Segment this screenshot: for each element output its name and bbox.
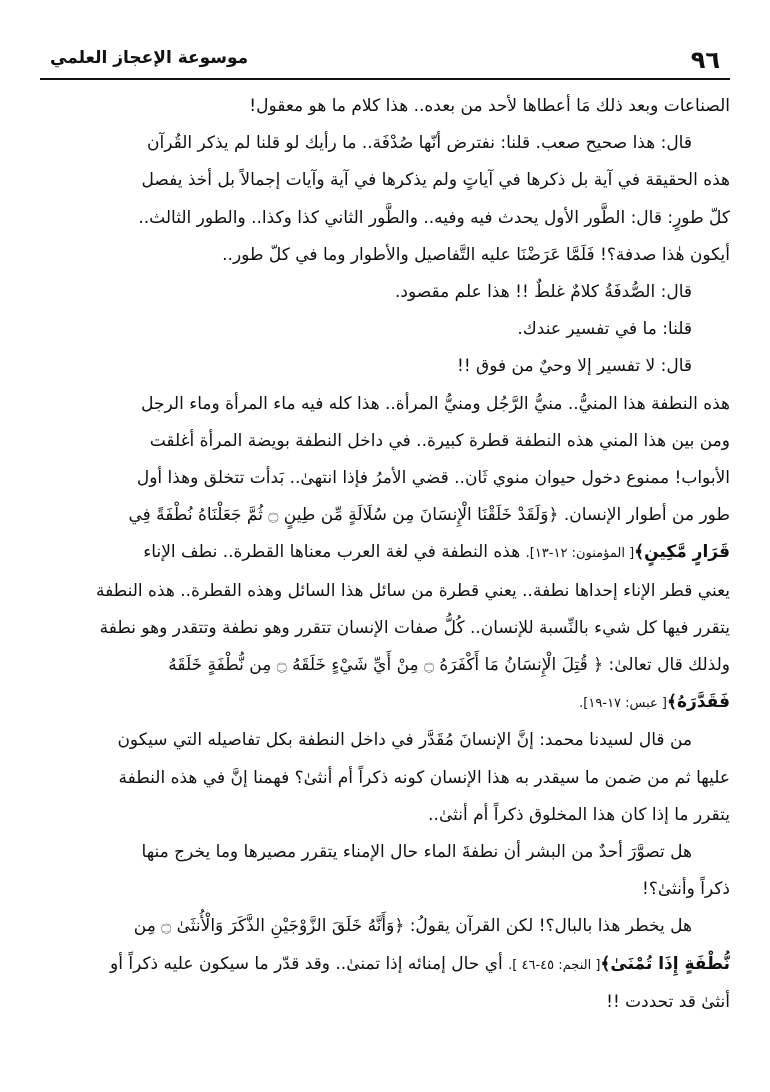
text-line: قلنا: ما في تفسير عندك. bbox=[517, 319, 692, 340]
quran-verse: قَرَارٍ مَّكِينٍ﴾ bbox=[634, 542, 730, 563]
text-line: نُّطْفَةٍ إِذَا تُمْنَىٰ﴾[ النجم: ٤٥-٤٦ ]. أي حال إمنائه إذا تمنىٰ.. وقد قدّر ما سيكون عليه ذكراً أو bbox=[110, 953, 730, 974]
text-line: أيكون هٰذا صدفة؟! فَلَمَّا عَرَضْنَا عليه التَّفاصيل والأطوار وما في كلّ طور.. bbox=[222, 244, 730, 265]
quran-verse: فَقَدَّرَهُ﴾ bbox=[667, 692, 730, 713]
text-line: يعني قطر الإناء إحداها نطفة.. يعني قطرة من سائل هذا السائل وهذه القطرة.. هذه النطفة bbox=[95, 580, 730, 601]
text-line: يتقرر ما إذا كان هذا المخلوق ذكراً أم أنثىٰ.. bbox=[428, 804, 730, 825]
running-title: موسوعة الإعجاز العلمي bbox=[50, 48, 249, 68]
text-line: قال: لا تفسير إلا وحيٌ من فوق !! bbox=[457, 356, 692, 377]
quran-verse: نُّطْفَةٍ إِذَا تُمْنَىٰ﴾ bbox=[600, 953, 730, 974]
text-line: قَرَارٍ مَّكِينٍ﴾[ المؤمنون: ١٢-١٣]. هذه النطفة في لغة العرب معناها القطرة.. نطف الإناء bbox=[143, 542, 730, 563]
text-line: قال: الصُّدفَةُ كلامٌ غلطٌ !! هذا علم مقصود. bbox=[395, 282, 692, 303]
text-line: عليها ثم من ضمن ما سيقدر به هذا الإنسان كونه ذكراً أم أنثىٰ؟ فهمنا إنَّ في هذه النطفة bbox=[118, 767, 730, 788]
text-line: ومن بين هذا المني هذه النطفة قطرة كبيرة.. في داخل النطفة بويضة المرأة أغلقت bbox=[149, 430, 730, 451]
text-line: هذه الحقيقة في آية بل ذكرها في آياتٍ ولم يذكرها في آية وآيات إجمالاً بل أخذ يفصل bbox=[141, 170, 730, 191]
text-line bbox=[40, 684, 730, 722]
text-line: طور من أطوار الإنسان. ﴿وَلَقَدْ خَلَقْنَا الْإِنسَانَ مِن سُلَالَةٍ مِّن طِينٍ ۝ ثُمَّ جَعَلْنَاهُ نُطْفَةً فِي bbox=[128, 505, 730, 526]
verse-citation: [ المؤمنون: ١٢-١٣]. bbox=[525, 546, 635, 562]
text-line: الصناعات وبعد ذلك مَا أعطاها لأحد من بعده.. هذا كلام ما هو معقول! bbox=[249, 96, 730, 116]
header-rule bbox=[40, 78, 730, 80]
text-line: ذكراً وأنثىٰ؟! bbox=[642, 879, 730, 900]
page-header bbox=[40, 38, 730, 80]
verse-citation: [ النجم: ٤٥-٤٦ ]. bbox=[508, 957, 601, 973]
text-line: يتقرر فيها كل شيء بالنِّسبة للإنسان.. كُلُّ صفات الإنسان تتقرر وهو نطفة وتتقدر وهو نطفة bbox=[99, 617, 730, 638]
text-line: كلّ طورٍ: قال: الطَّور الأول يحدث فيه وفيه.. والطَّور الثاني كذا وكذا.. والطور الثالث.. bbox=[138, 207, 730, 228]
page-body bbox=[40, 88, 730, 1021]
text-line: ولذلك قال تعالىٰ: ﴿ قُتِلَ الْإِنسَانُ مَا أَكْفَرَهُ ۝ مِنْ أَيِّ شَيْءٍ خَلَقَهُ ۝ مِن نُّطْفَةٍ خَلَقَهُ bbox=[168, 655, 730, 676]
text-line: الأبواب! ممنوع دخول حيوان منوي ثَان.. قضي الأمرُ فإذا انتهىٰ.. بَدأت تتخلق وهذا أول bbox=[136, 468, 730, 489]
verse-citation: [ عبس: ١٧-١٩]. bbox=[579, 696, 668, 712]
text-line: أنثىٰ قد تحددت !! bbox=[606, 991, 730, 1012]
text-line: هل تصوَّرَ أحدٌ من البشر أن نطفةَ الماء حال الإمناء يتقرر مصيرها وما يخرج منها bbox=[141, 842, 692, 863]
text-line: هذه النطفة هذا المنيُّ.. منيُّ الرَّجُل ومنيُّ المرأة.. هذا كله فيه ماء المرأة وماء الرجل bbox=[141, 393, 730, 414]
page-number: ٩٦ bbox=[690, 46, 720, 74]
text-line: من قال لسيدنا محمد: إنَّ الإنسانَ مُقَدَّر في داخل النطفة بكل تفاصيله التي سيكون bbox=[117, 730, 692, 751]
text-line: قال: هذا صحيح صعب. قلنا: نفترض أنّها صُدْفَة.. ما رأيك لو قلنا لم يذكر القُرآن bbox=[147, 133, 692, 154]
text-line: هل يخطر هذا بالبال؟! لكن القرآن يقولُ: ﴿وَأَنَّهُ خَلَقَ الزَّوْجَيْنِ الذَّكَرَ وَالْأُنثَىٰ ۝ مِن bbox=[133, 916, 692, 937]
